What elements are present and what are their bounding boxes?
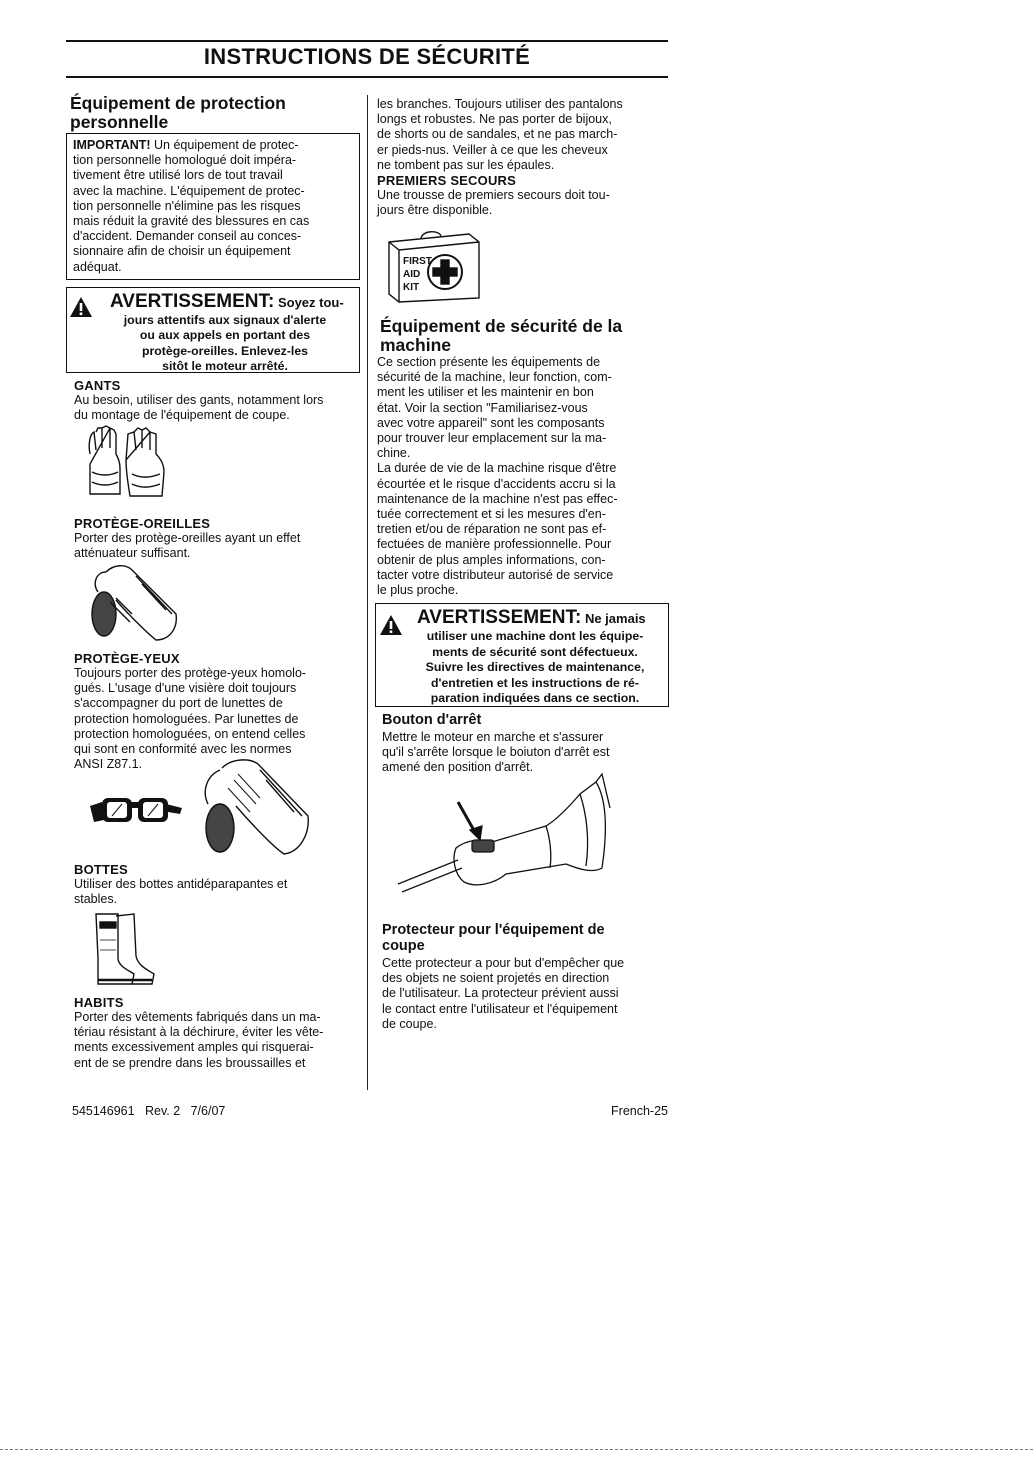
warning-line: ments de sécurité sont défectueux. bbox=[432, 644, 638, 659]
gloves-icon bbox=[84, 424, 170, 504]
text-line: s'accompagner du port de lunettes de bbox=[74, 696, 283, 711]
habits-heading: HABITS bbox=[74, 995, 124, 1010]
text-line: amené den position d'arrêt. bbox=[382, 760, 534, 775]
warning-line: Suivre les directives de maintenance, bbox=[425, 660, 645, 674]
text-line: Porter des protège-oreilles ayant un effet bbox=[74, 531, 301, 545]
bottes-heading: BOTTES bbox=[74, 862, 128, 877]
footer-page-number: French-25 bbox=[611, 1104, 668, 1118]
text-line: longs et robustes. Ne pas porter de bijoux, bbox=[377, 112, 612, 127]
habits-text bbox=[74, 1010, 366, 1071]
warning-line: ou aux appels en portant des bbox=[139, 328, 311, 343]
text-line: Une trousse de premiers secours doit tou- bbox=[377, 188, 610, 203]
text-line: ments excessivement amples qui risquerai- bbox=[74, 1040, 314, 1055]
text-line: stables. bbox=[74, 892, 118, 907]
oreilles-text bbox=[74, 531, 364, 561]
text-line: ne tombent pas sur les épaules. bbox=[377, 157, 555, 172]
text-line: Utiliser des bottes antidéparapantes et bbox=[74, 877, 288, 891]
machine-heading-line2: machine bbox=[380, 335, 451, 355]
text-line: tuée correctement et si les mesures d'en- bbox=[377, 507, 606, 522]
section-title-ppe bbox=[70, 94, 360, 132]
text-line: sécurité de la machine, leur fonction, com- bbox=[377, 370, 612, 385]
text-line: de coupe. bbox=[382, 1016, 437, 1031]
first-aid-kit-icon bbox=[385, 228, 483, 304]
text-line: tériau résistant à la déchirure, éviter les vête- bbox=[74, 1025, 324, 1040]
important-line: avec la machine. L'équipement de protec- bbox=[73, 183, 305, 198]
left-column bbox=[66, 94, 360, 423]
text-line: protection homologuées, on entend celles bbox=[74, 726, 306, 741]
text-line: ment les utiliser et les maintenir en bon bbox=[377, 385, 594, 400]
oreilles-section bbox=[74, 516, 364, 561]
warning-text bbox=[93, 313, 357, 375]
yeux-heading: PROTÈGE-YEUX bbox=[74, 651, 180, 666]
important-line: Un équipement de protec- bbox=[150, 138, 299, 152]
text-line: atténuateur suffisant. bbox=[74, 546, 191, 561]
text-line: er pieds-nus. Veiller à ce que les cheveux bbox=[377, 142, 608, 157]
text-line: qui sont en conformité avec les normes bbox=[74, 742, 292, 757]
warning-line: paration indiquées dans ce section. bbox=[430, 691, 640, 705]
protecteur-section bbox=[382, 922, 670, 954]
stop-switch-icon bbox=[396, 768, 612, 898]
important-box bbox=[66, 133, 360, 280]
text-line: de l'utilisateur. La protecteur prévient aussi bbox=[382, 986, 619, 1001]
header-rule-top bbox=[66, 40, 668, 42]
text-line: maintenance de la machine n'est pas effec- bbox=[377, 491, 618, 506]
text-line: les branches. Toujours utiliser des pantalons bbox=[377, 97, 623, 111]
secours-text bbox=[377, 188, 669, 218]
important-line: d'accident. Demander conseil au conces- bbox=[73, 229, 302, 244]
safety-glasses-icon bbox=[86, 792, 186, 828]
protecteur-text bbox=[382, 956, 674, 1032]
warning-line: jours attentifs aux signaux d'alerte bbox=[123, 312, 327, 327]
warning-triangle-icon bbox=[69, 296, 93, 318]
text-line: Toujours porter des protège-yeux homolo- bbox=[74, 666, 307, 680]
machine-text bbox=[377, 355, 669, 598]
svg-text:KIT: KIT bbox=[403, 282, 420, 293]
footer-document-id: 545146961 Rev. 2 7/6/07 bbox=[72, 1104, 226, 1118]
svg-text:FIRST: FIRST bbox=[403, 256, 432, 267]
warning-title: AVERTISSEMENT: bbox=[417, 607, 582, 628]
page-title: INSTRUCTIONS DE SÉCURITÉ bbox=[203, 44, 531, 69]
text-line: ANSI Z87.1. bbox=[74, 757, 143, 772]
protecteur-heading-line1: Protecteur pour l'équipement de bbox=[382, 922, 605, 938]
text-line: de shorts ou de sandales, et ne pas march- bbox=[377, 127, 618, 142]
warning-line: protège-oreilles. Enlevez-les bbox=[141, 343, 309, 358]
section-title-ppe-line1: Équipement de protection bbox=[70, 93, 286, 113]
text-line: état. Voir la section "Familiarisez-vous bbox=[377, 400, 588, 415]
text-line: pour trouver leur emplacement sur la ma- bbox=[377, 431, 607, 446]
arret-heading: Bouton d'arrêt bbox=[382, 712, 482, 728]
important-line: sionnaire afin de choisir un équipement bbox=[73, 244, 291, 259]
text-line: ent de se prendre dans les broussailles et bbox=[74, 1055, 306, 1070]
text-line: écourtée et le risque d'accidents accru si la bbox=[377, 476, 616, 491]
gants-section bbox=[74, 378, 360, 423]
warning-line: utiliser une machine dont les équipe- bbox=[426, 629, 644, 643]
bottes-text bbox=[74, 877, 364, 907]
visor-helmet-icon bbox=[198, 754, 316, 858]
text-line: qu'il s'arrête lorsque le boiuton d'arrêt est bbox=[382, 745, 610, 760]
protecteur-heading bbox=[382, 922, 670, 954]
column-divider bbox=[367, 95, 368, 1090]
protecteur-heading-line2: coupe bbox=[382, 938, 425, 954]
arret-section bbox=[382, 712, 670, 728]
bottes-section bbox=[74, 862, 364, 907]
warning-box-ear bbox=[66, 287, 360, 373]
svg-text:AID: AID bbox=[403, 269, 421, 280]
text-line: jours être disponible. bbox=[377, 203, 493, 218]
secours-heading: PREMIERS SECOURS bbox=[377, 173, 517, 189]
right-continuation bbox=[377, 97, 669, 218]
gants-heading: GANTS bbox=[74, 377, 121, 393]
important-line: tivement être utilisé lors de tout travail bbox=[73, 168, 283, 183]
warning-heading bbox=[110, 292, 344, 312]
page-bottom-edge bbox=[0, 1449, 1033, 1450]
warning-box-machine bbox=[375, 603, 669, 707]
warning-first: Soyez tou- bbox=[274, 294, 344, 310]
text-line: gués. L'usage d'une visière doit toujours bbox=[74, 681, 297, 696]
boots-icon bbox=[88, 910, 162, 990]
warning-line: d'entretien et les instructions de ré- bbox=[431, 675, 639, 690]
text-line: Ce section présente les équipements de bbox=[377, 355, 601, 369]
warning-triangle-icon bbox=[379, 614, 403, 636]
text-line: le contact entre l'utilisateur et l'équipement bbox=[382, 1001, 618, 1016]
warning-first: Ne jamais bbox=[581, 611, 646, 626]
header-rule-bottom bbox=[66, 76, 668, 78]
warning-heading bbox=[417, 608, 646, 628]
text-line: Mettre le moteur en marche et s'assurer bbox=[382, 730, 604, 744]
warning-line: sitôt le moteur arrêté. bbox=[162, 359, 288, 374]
oreilles-heading: PROTÈGE-OREILLES bbox=[74, 516, 211, 531]
text-line: le plus proche. bbox=[377, 583, 459, 598]
important-line: adéquat. bbox=[73, 259, 122, 274]
section-title-ppe-line2: personnelle bbox=[70, 112, 169, 132]
text-line: Porter des vêtements fabriqués dans un ma- bbox=[74, 1010, 321, 1024]
text-line: Cette protecteur a pour but d'empêcher que bbox=[382, 956, 625, 970]
important-line: tion personnelle n'élimine pas les risques bbox=[73, 198, 301, 213]
text-line: chine. bbox=[377, 446, 411, 461]
text-line: La durée de vie de la machine risque d'être bbox=[377, 461, 617, 476]
habits-continued-text bbox=[377, 97, 669, 173]
text-line: tacter votre distributeur autorisé de service bbox=[377, 567, 614, 582]
text-line: du montage de l'équipement de coupe. bbox=[74, 408, 290, 423]
text-line: fectuées de manière professionnelle. Pour bbox=[377, 537, 612, 552]
text-line: tretien et/ou de réparation ne sont pas ef- bbox=[377, 522, 607, 537]
gants-text bbox=[74, 393, 360, 423]
important-paragraph bbox=[73, 138, 353, 275]
text-line: avec votre appareil" sont les composants bbox=[377, 415, 605, 430]
important-label: IMPORTANT! bbox=[73, 138, 151, 152]
machine-heading-line1: Équipement de sécurité de la bbox=[380, 316, 623, 336]
machine-section bbox=[380, 317, 670, 355]
ear-protector-icon bbox=[86, 562, 182, 644]
text-line: Au besoin, utiliser des gants, notamment lors bbox=[74, 392, 324, 407]
text-line: obtenir de plus amples informations, con- bbox=[377, 552, 606, 567]
machine-heading bbox=[380, 317, 670, 355]
text-line: protection homologuées. Par lunettes de bbox=[74, 711, 299, 726]
habits-section bbox=[74, 995, 366, 1071]
text-line: des objets ne soient projetés en direction bbox=[382, 971, 610, 986]
important-line: mais réduit la gravité des blessures en cas bbox=[73, 214, 310, 229]
warning-text bbox=[404, 629, 666, 707]
important-line: tion personnelle homologué doit impéra- bbox=[73, 153, 297, 168]
warning-title: AVERTISSEMENT: bbox=[110, 290, 275, 312]
